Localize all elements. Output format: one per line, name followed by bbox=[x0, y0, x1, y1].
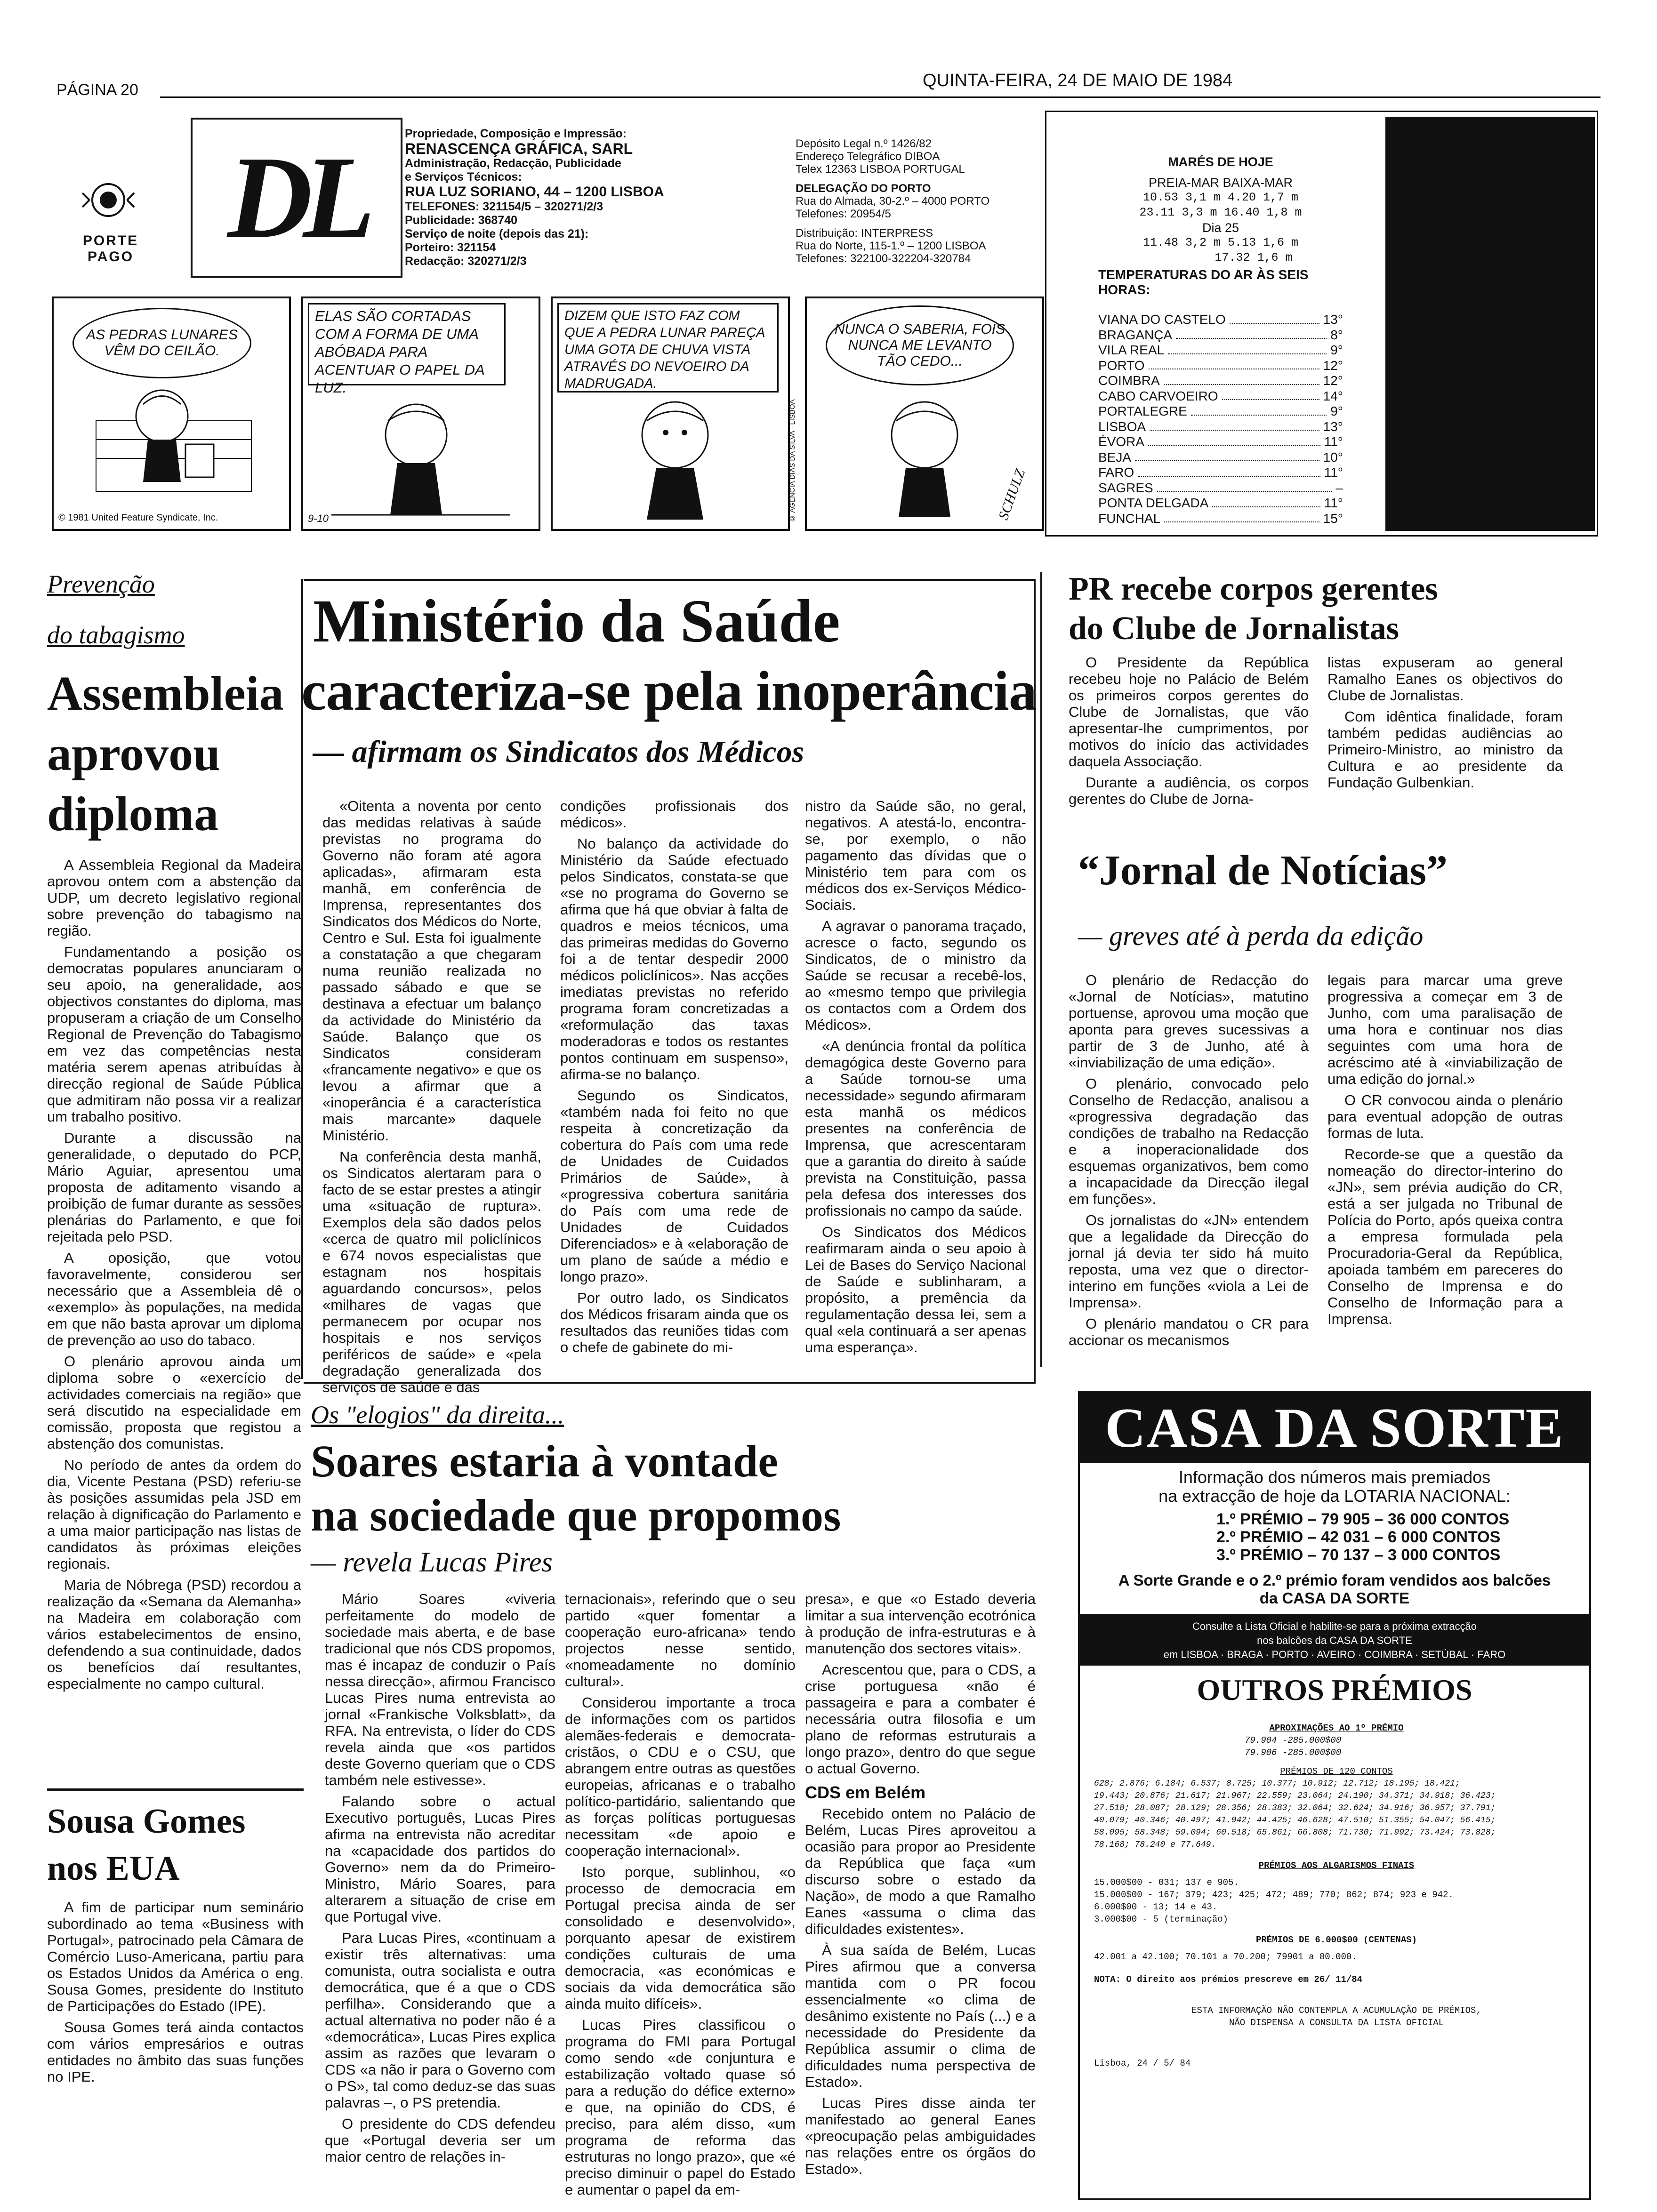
paragraph: Os jornalistas do «JN» entendem que a legalidade da Direcção do jornal já devia ter sido há muito reposta, uma vez que o director-interino em funções «viola a Lei de Imprensa». bbox=[1069, 1212, 1309, 1311]
approx-title: APROXIMAÇÕES AO 1º PRÉMIO bbox=[1269, 1723, 1404, 1733]
tides-title: MARÉS DE HOJE bbox=[1168, 155, 1273, 169]
issue-date: QUINTA-FEIRA, 24 DE MAIO DE 1984 bbox=[923, 71, 1233, 90]
article-body bbox=[47, 857, 301, 1784]
publisher-line: e Serviços Técnicos: bbox=[405, 170, 522, 184]
tide-row: 17.32 1,6 m bbox=[1215, 251, 1293, 264]
publisher-line: Publicidade: 368740 bbox=[405, 214, 518, 227]
prize-line: 2.º PRÉMIO – 42 031 – 6 000 CONTOS bbox=[1216, 1528, 1501, 1546]
tide-row: Dia 25 bbox=[1202, 221, 1239, 235]
publisher-line: Propriedade, Composição e Impressão: bbox=[405, 127, 627, 140]
temperature-row bbox=[1098, 496, 1343, 511]
article-column-1 bbox=[1069, 654, 1309, 842]
paragraph: Durante a discussão na generalidade, o deputado do PCP, Mário Aguiar, apresentou uma proposta de aditamento visando a proibição de fumar durante as sessões plenárias do Parlamento, e que foi rejeitada pelo PSD. bbox=[47, 1130, 301, 1245]
paragraph: O plenário de Redacção do «Jornal de Notícias», matutino portuense, aprovou uma moção que aponta para greves sucessivas a partir de 3 de Junho, até à «inviabilização de uma edição». bbox=[1069, 972, 1309, 1071]
prize-line: 1.º PRÉMIO – 79 905 – 36 000 CONTOS bbox=[1216, 1510, 1510, 1528]
info-line: Telefones: 20954/5 bbox=[796, 208, 891, 220]
paragraph: Na conferência desta manhã, os Sindicatos alertaram para o facto de se estar prestes a atingir uma «situação de ruptura». Exemplos dela são dados pelos «cerca de quatro mil policlínicos e 674 novos especialistas que estagnam nos hospitais aguardando concursos», pelos «milhares de vagas que permanecem por ocupar nos hospitais e nos serviços periféricos de saúde» e «pela degradação generalizada dos serviços de saúde e das bbox=[322, 1148, 541, 1395]
article-column-3 bbox=[805, 1591, 1036, 2203]
headline-line: do Clube de Jornalistas bbox=[1069, 610, 1400, 647]
temperature-value: 12° bbox=[1323, 358, 1343, 373]
article-headline bbox=[47, 664, 301, 844]
temperature-value: 15° bbox=[1323, 511, 1343, 526]
comic-panel-1 bbox=[52, 297, 291, 531]
paragraph: O CR convocou ainda o plenário para eventual adopção de outras formas de luta. bbox=[1327, 1092, 1563, 1141]
comic-panel-3 bbox=[551, 297, 790, 531]
comic-panel-4 bbox=[805, 297, 1044, 531]
leader-dots bbox=[1222, 389, 1319, 401]
article-kicker: Os "elogios" da direita... bbox=[311, 1401, 564, 1429]
paragraph: O Presidente da República recebeu hoje no Palácio de Belém os primeiros corpos gerentes do Clube de Jornalistas, que vão apresentar-lhe cumprimentos, por motivos do início das actividades daquela Associação. bbox=[1069, 654, 1309, 769]
article-subtitle: — afirmam os Sindicatos dos Médicos bbox=[313, 735, 804, 769]
final-line: 3.000$00 - 5 (terminação) bbox=[1094, 1914, 1229, 1924]
consult-line: nos balcões da CASA DA SORTE bbox=[1257, 1635, 1412, 1646]
approx-line: 79.906 -285.000$00 bbox=[1245, 1747, 1342, 1758]
p120-line: 58.095; 58.348; 59.094; 60.518; 65.861; 66.808; 71.730; 71.992; 73.424; 73.828; bbox=[1094, 1828, 1496, 1837]
final-line: 15.000$00 - 167; 379; 423; 425; 472; 489; 770; 862; 874; 923 e 942. bbox=[1094, 1890, 1454, 1900]
p120-line: 27.518; 28.087; 28.129; 28.356; 28.383; 32.064; 32.624; 34.916; 36.957; 37.791; bbox=[1094, 1803, 1496, 1813]
city-name: BEJA bbox=[1098, 449, 1132, 465]
article-subhead: CDS em Belém bbox=[805, 1783, 926, 1802]
temperature-row bbox=[1098, 450, 1343, 465]
temperature-value: 11° bbox=[1324, 496, 1343, 510]
paragraph: A oposição, que votou favoravelmente, considerou ser necessário que a Assembleia dê o «exemplo» às populações, na medida em que não basta aprovar um diploma de prevenção ao uso do tabaco. bbox=[47, 1250, 301, 1348]
leader-dots bbox=[1164, 511, 1319, 523]
header-rule bbox=[160, 96, 1601, 98]
info-line: Endereço Telegráfico DIBOA bbox=[796, 150, 940, 163]
dl-logo: DL bbox=[227, 132, 366, 263]
headline-line: Sousa Gomes bbox=[47, 1802, 246, 1841]
paragraph: «Oitenta a noventa por cento das medidas relativas à saúde previstas no programa do Governo não foram até agora aplicadas», afirmaram esta manhã, em conferência de Imprensa, representantes dos Sindicatos dos Médicos do Norte, Centro e Sul. Esta foi igualmente a constatação a que chegaram numa reunião realizada no passado sábado e que se destinava a efectuar um balanço da actividade do Ministério da Saúde. Balanço que os Sindicatos consideram «francamente negativo» e que os levou a afirmar que a «inoperância é a característica mais marcante» daquele Ministério. bbox=[322, 798, 541, 1144]
comic-panel-2 bbox=[301, 297, 540, 531]
city-name: FARO bbox=[1098, 465, 1134, 480]
paragraph: Lucas Pires classificou o programa do FMI para Portugal como sendo «de conjuntura e estabilização voltado quase só para a redução do défice externo» e que, na opinião do CDS, é preciso, para além disso, «um programa de reforma das estruturas no longo prazo», que «é preciso diminuir o papel do Estado e aumentar o papel da em- bbox=[565, 2017, 796, 2198]
publisher-line: Administração, Redacção, Publicidade bbox=[405, 157, 621, 170]
temperatures-title: TEMPERATURAS DO AR ÀS SEIS HORAS: bbox=[1098, 267, 1309, 297]
paragraph: O plenário aprovou ainda um diploma sobre o «exercício de actividades comerciais na região» que será discutido na especialidade em comissão, proposta que registou a abstenção dos comunistas. bbox=[47, 1353, 301, 1452]
headline-line: Assembleia bbox=[47, 666, 284, 721]
temperature-value: 11° bbox=[1324, 465, 1343, 480]
paragraph: O plenário mandatou o CR para accionar os mecanismos bbox=[1069, 1315, 1309, 1348]
info-line: Telefones: 322100-322204-320784 bbox=[796, 252, 971, 265]
article-column-2 bbox=[1327, 654, 1563, 842]
paragraph: nistro da Saúde são, no geral, negativos. A atestá-lo, encontra-se, por exemplo, o não pagamento das dívidas que o Ministério tem para com os médicos dos ex-Serviços Médico-Sociais. bbox=[805, 798, 1026, 913]
publisher-line: Porteiro: 321154 bbox=[405, 241, 496, 254]
city-name: PORTALEGRE bbox=[1098, 404, 1187, 418]
article-column-1 bbox=[322, 798, 541, 1395]
ad-sold-line: da CASA DA SORTE bbox=[1259, 1589, 1410, 1607]
temperature-row bbox=[1098, 312, 1343, 328]
temperature-row bbox=[1098, 343, 1343, 358]
ad-sold bbox=[1080, 1571, 1589, 1607]
paragraph: O plenário, convocado pelo Conselho de Redacção, analisou a «progressiva degradação das condições de trabalho na Redacção e a inoperacionalidade dos esquemas organizativos, bem como a incapacidade da Direcção ilegal em funções». bbox=[1069, 1075, 1309, 1207]
paragraph: Considerou importante a troca de informações com os partidos alemães-federais e democrata-cristãos, o CDU e o CSU, que abrangem entre outras as questões europeias, africanas e o trabalho político-partidário, salientando que as forças políticas portuguesas necessitam «de apoio e cooperação internacional». bbox=[565, 1694, 796, 1859]
porte-pago bbox=[80, 233, 141, 265]
city-name: PONTA DELGADA bbox=[1098, 496, 1209, 510]
headline-line: aprovou bbox=[47, 727, 220, 781]
speech-bubble: AS PEDRAS LUNARES VÊM DO CEILÃO. bbox=[72, 308, 251, 378]
article-subtitle: — greves até à perda da edição bbox=[1078, 921, 1424, 951]
article-headline bbox=[47, 1798, 304, 1892]
info-line: Distribuição: INTERPRESS bbox=[796, 227, 933, 240]
article-column-1 bbox=[325, 1591, 555, 2203]
paragraph: A Assembleia Regional da Madeira aprovou ontem com a abstenção da UDP, um decreto legislativo regional sobre prevenção do tabagismo na região. bbox=[47, 857, 301, 939]
article-subtitle: — revela Lucas Pires bbox=[311, 1547, 553, 1578]
city-name: VILA REAL bbox=[1098, 343, 1165, 357]
publisher-line: TELEFONES: 321154/5 – 320271/2/3 bbox=[405, 200, 603, 213]
publisher-info bbox=[405, 127, 725, 268]
city-name: VIANA DO CASTELO bbox=[1098, 312, 1226, 327]
info-line: DELEGAÇÃO DO PORTO bbox=[796, 182, 931, 195]
info-line: Rua do Norte, 115-1.º – 1200 LISBOA bbox=[796, 240, 986, 252]
leader-dots bbox=[1168, 343, 1327, 354]
temperature-value: 9° bbox=[1330, 343, 1343, 357]
agency-credit: © AGÊNCIA DIAS DA SILVA · LISBOA bbox=[788, 399, 796, 522]
temperature-value: 13° bbox=[1323, 419, 1343, 434]
ad-footer-line: NÃO DISPENSA A CONSULTA DA LISTA OFICIAL bbox=[1229, 2018, 1444, 2028]
temperature-row bbox=[1098, 328, 1343, 343]
page-number: PÁGINA 20 bbox=[56, 81, 138, 99]
column-rule bbox=[1040, 572, 1042, 1367]
legal-info bbox=[796, 137, 1040, 265]
ad-intro bbox=[1080, 1468, 1589, 1506]
leader-dots bbox=[1138, 465, 1320, 477]
headline-line: PR recebe corpos gerentes bbox=[1069, 571, 1438, 607]
other-prizes-title: OUTROS PRÉMIOS bbox=[1197, 1673, 1472, 1707]
leader-dots bbox=[1149, 358, 1319, 370]
paragraph: presa», e que «o Estado deveria limitar a sua intervenção ecotrónica à produção de infra-estruturas e à manutenção dos sectores vitais». bbox=[805, 1591, 1036, 1657]
paragraph: Maria de Nóbrega (PSD) recordou a realização da «Semana da Alemanha» na Madeira em colaboração com vários estabelecimentos de ensino, defendendo a sua continuidade, dados os benefícios daí resultantes, especialmente no campo cultural. bbox=[47, 1577, 301, 1692]
article-column-2 bbox=[1327, 972, 1563, 1377]
pago-label: PAGO bbox=[87, 249, 134, 264]
porte-label: PORTE bbox=[82, 233, 139, 248]
temperature-row bbox=[1098, 404, 1343, 419]
article-kicker: Prevenção bbox=[47, 570, 155, 598]
p120-line: 19.443; 20.876; 21.617; 21.967; 22.559; 23.064; 24.190; 34.371; 34.918; 36.423; bbox=[1094, 1791, 1496, 1801]
temperature-value: 10° bbox=[1323, 449, 1343, 465]
paragraph: Sousa Gomes terá ainda contactos com vários empresários e outras entidades no âmbito das suas funções no IPE. bbox=[47, 2019, 304, 2085]
leader-dots bbox=[1148, 434, 1320, 446]
paragraph: Segundo os Sindicatos, «também nada foi feito no que respeita à concretização da cobertura do País com uma rede de Unidades de Cuidados Primários de Saúde», à «progressiva cobertura sanitária do País com uma rede de Unidades de Cuidados Diferenciados» e à «elaboração de um plano de saúde a médio e longo prazo». bbox=[560, 1087, 788, 1285]
character-drawing bbox=[331, 393, 510, 520]
paragraph: Isto porque, sublinhou, «o processo de democracia em Portugal precisa ainda de ser consolidado e desenvolvido», porquanto apesar de existirem condições culturais de uma democracia, «as económicas e sociais da vida democrática são ainda muito difíceis». bbox=[565, 1864, 796, 2012]
ad-intro-line: Informação dos números mais premiados bbox=[1178, 1467, 1491, 1487]
ad-brand: CASA DA SORTE bbox=[1105, 1396, 1564, 1459]
article-headline: Soares estaria à vontade bbox=[311, 1436, 778, 1486]
temperature-value: 9° bbox=[1330, 404, 1343, 418]
info-line: Rua do Almada, 30-2.º – 4000 PORTO bbox=[796, 195, 990, 208]
comic-strip bbox=[52, 297, 1045, 532]
leader-dots bbox=[1164, 373, 1319, 385]
city-name: PORTO bbox=[1098, 358, 1145, 373]
temperature-row bbox=[1098, 481, 1343, 496]
centenas-line: 42.001 a 42.100; 70.101 a 70.200; 79901 a 80.000. bbox=[1094, 1952, 1357, 1962]
lottery-ad bbox=[1078, 1391, 1591, 2200]
paragraph: ternacionais», referindo que o seu partido «quer fomentar a cooperação euro-africana» tendo projectos nesse sentido, «nomeadamente no domínio cultural». bbox=[565, 1591, 796, 1690]
city-name: ÉVORA bbox=[1098, 434, 1145, 449]
other-prizes-list bbox=[1094, 1722, 1579, 2069]
paragraph: À sua saída de Belém, Lucas Pires afirmou que a conversa mantida com o PR focou essencialmente «o clima de desânimo existente no País (...) e a necessidade do Presidente da República assumir o clima de dificuldades numa perspectiva de Estado». bbox=[805, 1942, 1036, 2090]
paragraph: Recebido ontem no Palácio de Belém, Lucas Pires aproveitou a ocasião para propor ao Presidente da República que faça «um discurso sobre o estado da Nação», de modo a que Ramalho Eanes «assuma o clima das dificuldades existentes». bbox=[805, 1805, 1036, 1937]
temperature-value: 14° bbox=[1323, 388, 1343, 403]
article-headline: “Jornal de Notícias” bbox=[1078, 847, 1448, 894]
p120-line: 40.079; 40.346; 40.497; 41.942; 44.425; 46.628; 47.510; 51.355; 54.047; 56.415; bbox=[1094, 1816, 1496, 1825]
leader-dots bbox=[1135, 450, 1319, 462]
article-body bbox=[47, 1899, 304, 2200]
leader-dots bbox=[1150, 419, 1319, 431]
publisher-line: Serviço de noite (depois das 21): bbox=[405, 227, 589, 240]
paragraph: Recorde-se que a questão da nomeação do director-interino do «JN», sem prévia audição do CR, está a ser julgada no Tribunal de Polícia do Porto, após queixa contra a empresa formulada pela Procuradoria-Geral da República, apoiada também em pareceres do Conselho de Imprensa e do Conselho de Informação para a Imprensa. bbox=[1327, 1146, 1563, 1327]
paragraph: A fim de participar num seminário subordinado ao tema «Business with Portugal», patrocinado pela Câmara de Comércio Luso-Americana, partiu para os Estados Unidos da América o eng. Sousa Gomes, presidente do Instituto de Participações do Estado (IPE). bbox=[47, 1899, 304, 2014]
paragraph: Com idêntica finalidade, foram também pedidas audiências ao Primeiro-Ministro, ao ministro da Cultura e ao presidente da Fundação Gulbenkian. bbox=[1327, 708, 1563, 791]
paragraph: No período de antes da ordem do dia, Vicente Pestana (PSD) referiu-se às posições assumidas pela JSD em relação à dignificação do Parlamento e a uma maior participação nas listas de candidatos às próximas eleições regionais. bbox=[47, 1457, 301, 1572]
comic-copyright: © 1981 United Feature Syndicate, Inc. bbox=[58, 513, 218, 523]
temperature-value: 8° bbox=[1330, 327, 1343, 342]
caption-text: DIZEM QUE ISTO FAZ COM QUE A PEDRA LUNAR PAREÇA UMA GOTA DE CHUVA VISTA ATRAVÉS DO NEVOEIRO DA MADRUGADA. bbox=[557, 303, 779, 393]
tides-section bbox=[1098, 154, 1343, 265]
prize-list bbox=[1216, 1510, 1546, 1564]
paragraph: Mário Soares «viveria perfeitamente do modelo de sociedade mais aberta, e de base tradicional que nós CDS propomos, mas é incapaz de conduzir o País nessa direcção», afirmou Francisco Lucas Pires numa entrevista ao jornal «Frankische Volksblatt», da RFA. Na entrevista, o líder do CDS revela ainda que «os partidos deste Governo queriam que o CDS também nele estivesse». bbox=[325, 1591, 555, 1788]
temperature-value: 13° bbox=[1323, 312, 1343, 327]
paragraph: Os Sindicatos dos Médicos reafirmaram ainda o seu apoio à Lei de Bases do Serviço Nacional de Saúde e sublinharam, a propósito, a premência da regulamentação dessa lei, sem a qual «ela continuará a ser apenas uma esperança». bbox=[805, 1224, 1026, 1355]
paragraph: O presidente do CDS defendeu que «Portugal deveria ser um maior centro de relações in- bbox=[325, 2116, 555, 2165]
paragraph: Durante a audiência, os corpos gerentes do Clube de Jorna- bbox=[1069, 774, 1309, 807]
publisher-line: RENASCENÇA GRÁFICA, SARL bbox=[405, 140, 633, 157]
coat-of-arms-icon bbox=[80, 179, 137, 221]
prescription-note: NOTA: O direito aos prémios prescreve em 26/ 11/84 bbox=[1094, 1974, 1363, 1985]
weather-box bbox=[1045, 111, 1598, 537]
leader-dots bbox=[1157, 481, 1332, 492]
article-headline: caracteriza-se pela inoperância bbox=[301, 659, 1037, 722]
city-name: BRAGANÇA bbox=[1098, 327, 1173, 342]
city-name: COIMBRA bbox=[1098, 373, 1160, 388]
temperature-row bbox=[1098, 358, 1343, 374]
dark-panel bbox=[1385, 117, 1595, 531]
ad-place-date: Lisboa, 24 / 5/ 84 bbox=[1094, 2058, 1191, 2068]
temperature-row bbox=[1098, 465, 1343, 481]
p120-line: 78.168; 78.240 e 77.649. bbox=[1094, 1840, 1216, 1850]
temperature-value: 11° bbox=[1324, 434, 1343, 449]
paragraph: Lucas Pires disse ainda ter manifestado ao general Eanes «preocupação pelas ambiguidades nas relações entre os órgãos do Estado». bbox=[805, 2095, 1036, 2177]
leader-dots bbox=[1191, 404, 1327, 416]
temperature-row bbox=[1098, 389, 1343, 404]
temperature-value: 12° bbox=[1323, 373, 1343, 388]
consult-line: Consulte a Lista Oficial e habilite-se para a próxima extracção bbox=[1192, 1620, 1477, 1632]
approx-line: 79.904 -285.000$00 bbox=[1245, 1735, 1342, 1746]
city-name: LISBOA bbox=[1098, 419, 1146, 434]
ad-consult-bar bbox=[1080, 1614, 1589, 1666]
character-drawing bbox=[96, 383, 251, 505]
article-column-1 bbox=[1069, 972, 1309, 1377]
city-name: FUNCHAL bbox=[1098, 511, 1161, 526]
paragraph: Fundamentando a posição os democratas populares anunciaram o seu apoio, na generalidade, aos objectivos constantes do diploma, mas propuseram a criação de um Conselho Regional de Prevenção do Tabagismo em vez das competências nesta matéria serem apenas atribuídas à direcção regional de Saúde Pública que admitiram não possa vir a realizar um trabalho positivo. bbox=[47, 944, 301, 1125]
info-line: Depósito Legal n.º 1426/82 bbox=[796, 137, 932, 150]
prize-line: 3.º PRÉMIO – 70 137 – 3 000 CONTOS bbox=[1216, 1546, 1501, 1564]
paragraph: listas expuseram ao general Ramalho Eanes os objectivos do Clube de Jornalistas. bbox=[1327, 654, 1563, 704]
final-title: PRÉMIOS AOS ALGARISMOS FINAIS bbox=[1258, 1860, 1415, 1871]
tide-row: 11.48 3,2 m 5.13 1,6 m bbox=[1142, 236, 1299, 249]
centenas-title: PRÉMIOS DE 6.000$00 (CENTENAS) bbox=[1255, 1935, 1417, 1945]
character-drawing bbox=[845, 393, 1014, 520]
paragraph: «A denúncia frontal da política demagógica deste Governo para a Saúde tornou-se uma necessidade» segundo afirmaram esta manhã os médicos presentes na conferência de Imprensa, que acrescentaram que a garantia do direito à saúde prevista na Constituição, passa pela defesa dos interesses dos profissionais no campo da saúde. bbox=[805, 1038, 1026, 1219]
paragraph: legais para marcar uma greve progressiva a começar em 3 de Junho, com uma paralisação de uma hora e continuar nos dias seguintes com uma hora de acréscimo até à «inviabilização de uma edição do jornal.» bbox=[1327, 972, 1563, 1087]
caption-text: ELAS SÃO CORTADAS COM A FORMA DE UMA ABÓBADA PARA ACENTUAR O PAPEL DA LUZ. bbox=[308, 303, 506, 385]
publisher-line: Redacção: 320271/2/3 bbox=[405, 255, 527, 268]
temperature-row bbox=[1098, 419, 1343, 435]
article-column-2 bbox=[560, 798, 788, 1372]
leader-dots bbox=[1176, 328, 1327, 339]
comic-date-mark: 9-10 bbox=[308, 513, 329, 524]
leader-dots bbox=[1212, 496, 1320, 507]
article-kicker: do tabagismo bbox=[47, 621, 185, 649]
article-headline: Ministério da Saúde bbox=[313, 587, 840, 655]
masthead bbox=[52, 113, 1040, 287]
temperatures-list bbox=[1098, 312, 1343, 526]
artist-signature: SCHULZ bbox=[995, 467, 1028, 522]
paragraph: No balanço da actividade do Ministério da Saúde efectuado pelos Sindicatos, constata-se que «se no programa do Governo se afirma que há que obviar à falta de quadros e meios técnicos, uma das primeiras medidas do Governo foi a de tentar despedir 2000 médicos policlínicos». Nas acções imediatas previstas no referido programa foram concretizadas a «reformulação das taxas moderadoras e todos os restantes pontos continuam em suspenso», afirma-se no balanço. bbox=[560, 835, 788, 1082]
paragraph: Acrescentou que, para o CDS, a crise portuguesa «não é passageira e para a combater é necessária outra filosofia e um plano de reformas estruturais a longo prazo», dentro do que segue o actual Governo. bbox=[805, 1661, 1036, 1777]
consult-cities: em LISBOA · BRAGA · PORTO · AVEIRO · COIMBRA · SETÚBAL · FARO bbox=[1163, 1649, 1506, 1660]
article-headline: na sociedade que propomos bbox=[311, 1490, 841, 1540]
temperature-value: – bbox=[1335, 480, 1343, 495]
tide-row: 23.11 3,3 m 16.40 1,8 m bbox=[1139, 206, 1302, 219]
p120-line: 628; 2.876; 6.184; 6.537; 8.725; 10.377; 10.912; 12.712; 18.195; 18.421; bbox=[1094, 1779, 1460, 1788]
logo-box bbox=[191, 118, 402, 278]
final-line: 6.000$00 - 13; 14 e 43. bbox=[1094, 1902, 1218, 1912]
paragraph: A agravar o panorama traçado, acresce o facto, segundo os Sindicatos, de o ministro da Saúde se recusar a recebê-los, ao «mesmo tempo que privilegia os contactos com a Ordem dos Médicos». bbox=[805, 918, 1026, 1033]
paragraph: condições profissionais dos médicos». bbox=[560, 798, 788, 831]
temperature-row bbox=[1098, 373, 1343, 389]
city-name: CABO CARVOEIRO bbox=[1098, 388, 1218, 403]
headline-line: diploma bbox=[47, 787, 219, 841]
ad-intro-line: na extracção de hoje da LOTARIA NACIONAL: bbox=[1158, 1486, 1511, 1506]
headline-line: nos EUA bbox=[47, 1849, 180, 1888]
article-column-2 bbox=[565, 1591, 796, 2203]
info-line: Telex 12363 LISBOA PORTUGAL bbox=[796, 163, 965, 176]
city-name: SAGRES bbox=[1098, 480, 1153, 495]
article-headline bbox=[1069, 569, 1438, 649]
tide-row: 10.53 3,1 m 4.20 1,7 m bbox=[1142, 191, 1299, 204]
speech-bubble: NUNCA O SABERIA, FOIS NUNCA ME LEVANTO TÃO CEDO... bbox=[826, 305, 1014, 385]
final-line: 15.000$00 - 031; 137 e 905. bbox=[1094, 1877, 1239, 1888]
character-drawing bbox=[590, 397, 760, 524]
section-rule bbox=[47, 1788, 304, 1791]
ad-footer-line: ESTA INFORMAÇÃO NÃO CONTEMPLA A ACUMULAÇÃO DE PRÉMIOS, bbox=[1191, 2005, 1481, 2016]
article-column-3 bbox=[805, 798, 1026, 1372]
paragraph: Por outro lado, os Sindicatos dos Médicos frisaram ainda que os resultados das reuniões tidas com o chefe de gabinete do mi- bbox=[560, 1290, 788, 1355]
paragraph: Falando sobre o actual Executivo português, Lucas Pires afirma na entrevista não acreditar na «capacidade dos partidos do Governo» nem da do Primeiro-Ministro, Mário Soares, para alterarem a situação de crise em que Portugal vive. bbox=[325, 1793, 555, 1925]
temperature-row bbox=[1098, 434, 1343, 450]
publisher-line: RUA LUZ SORIANO, 44 – 1200 LISBOA bbox=[405, 184, 664, 200]
ad-sold-line: A Sorte Grande e o 2.º prémio foram vendidos aos balcões bbox=[1118, 1571, 1551, 1589]
ad-banner bbox=[1080, 1393, 1589, 1463]
temperature-row bbox=[1098, 511, 1343, 527]
leader-dots bbox=[1230, 312, 1319, 324]
p120-title: PRÉMIOS DE 120 CONTOS bbox=[1280, 1766, 1393, 1777]
tides-header: PREIA-MAR BAIXA-MAR bbox=[1148, 176, 1293, 190]
paragraph: Para Lucas Pires, «continuam a existir três alternativas: uma comunista, outra socialista e outra democrática, que é a que o CDS perfilha». Considerando que a actual alternativa no poder não é a «democrática», Lucas Pires explica assim as razões que levaram o CDS «a não ir para o Governo com o PS», tal como deduz-se das suas palavras –, o PS pretendia. bbox=[325, 1930, 555, 2111]
